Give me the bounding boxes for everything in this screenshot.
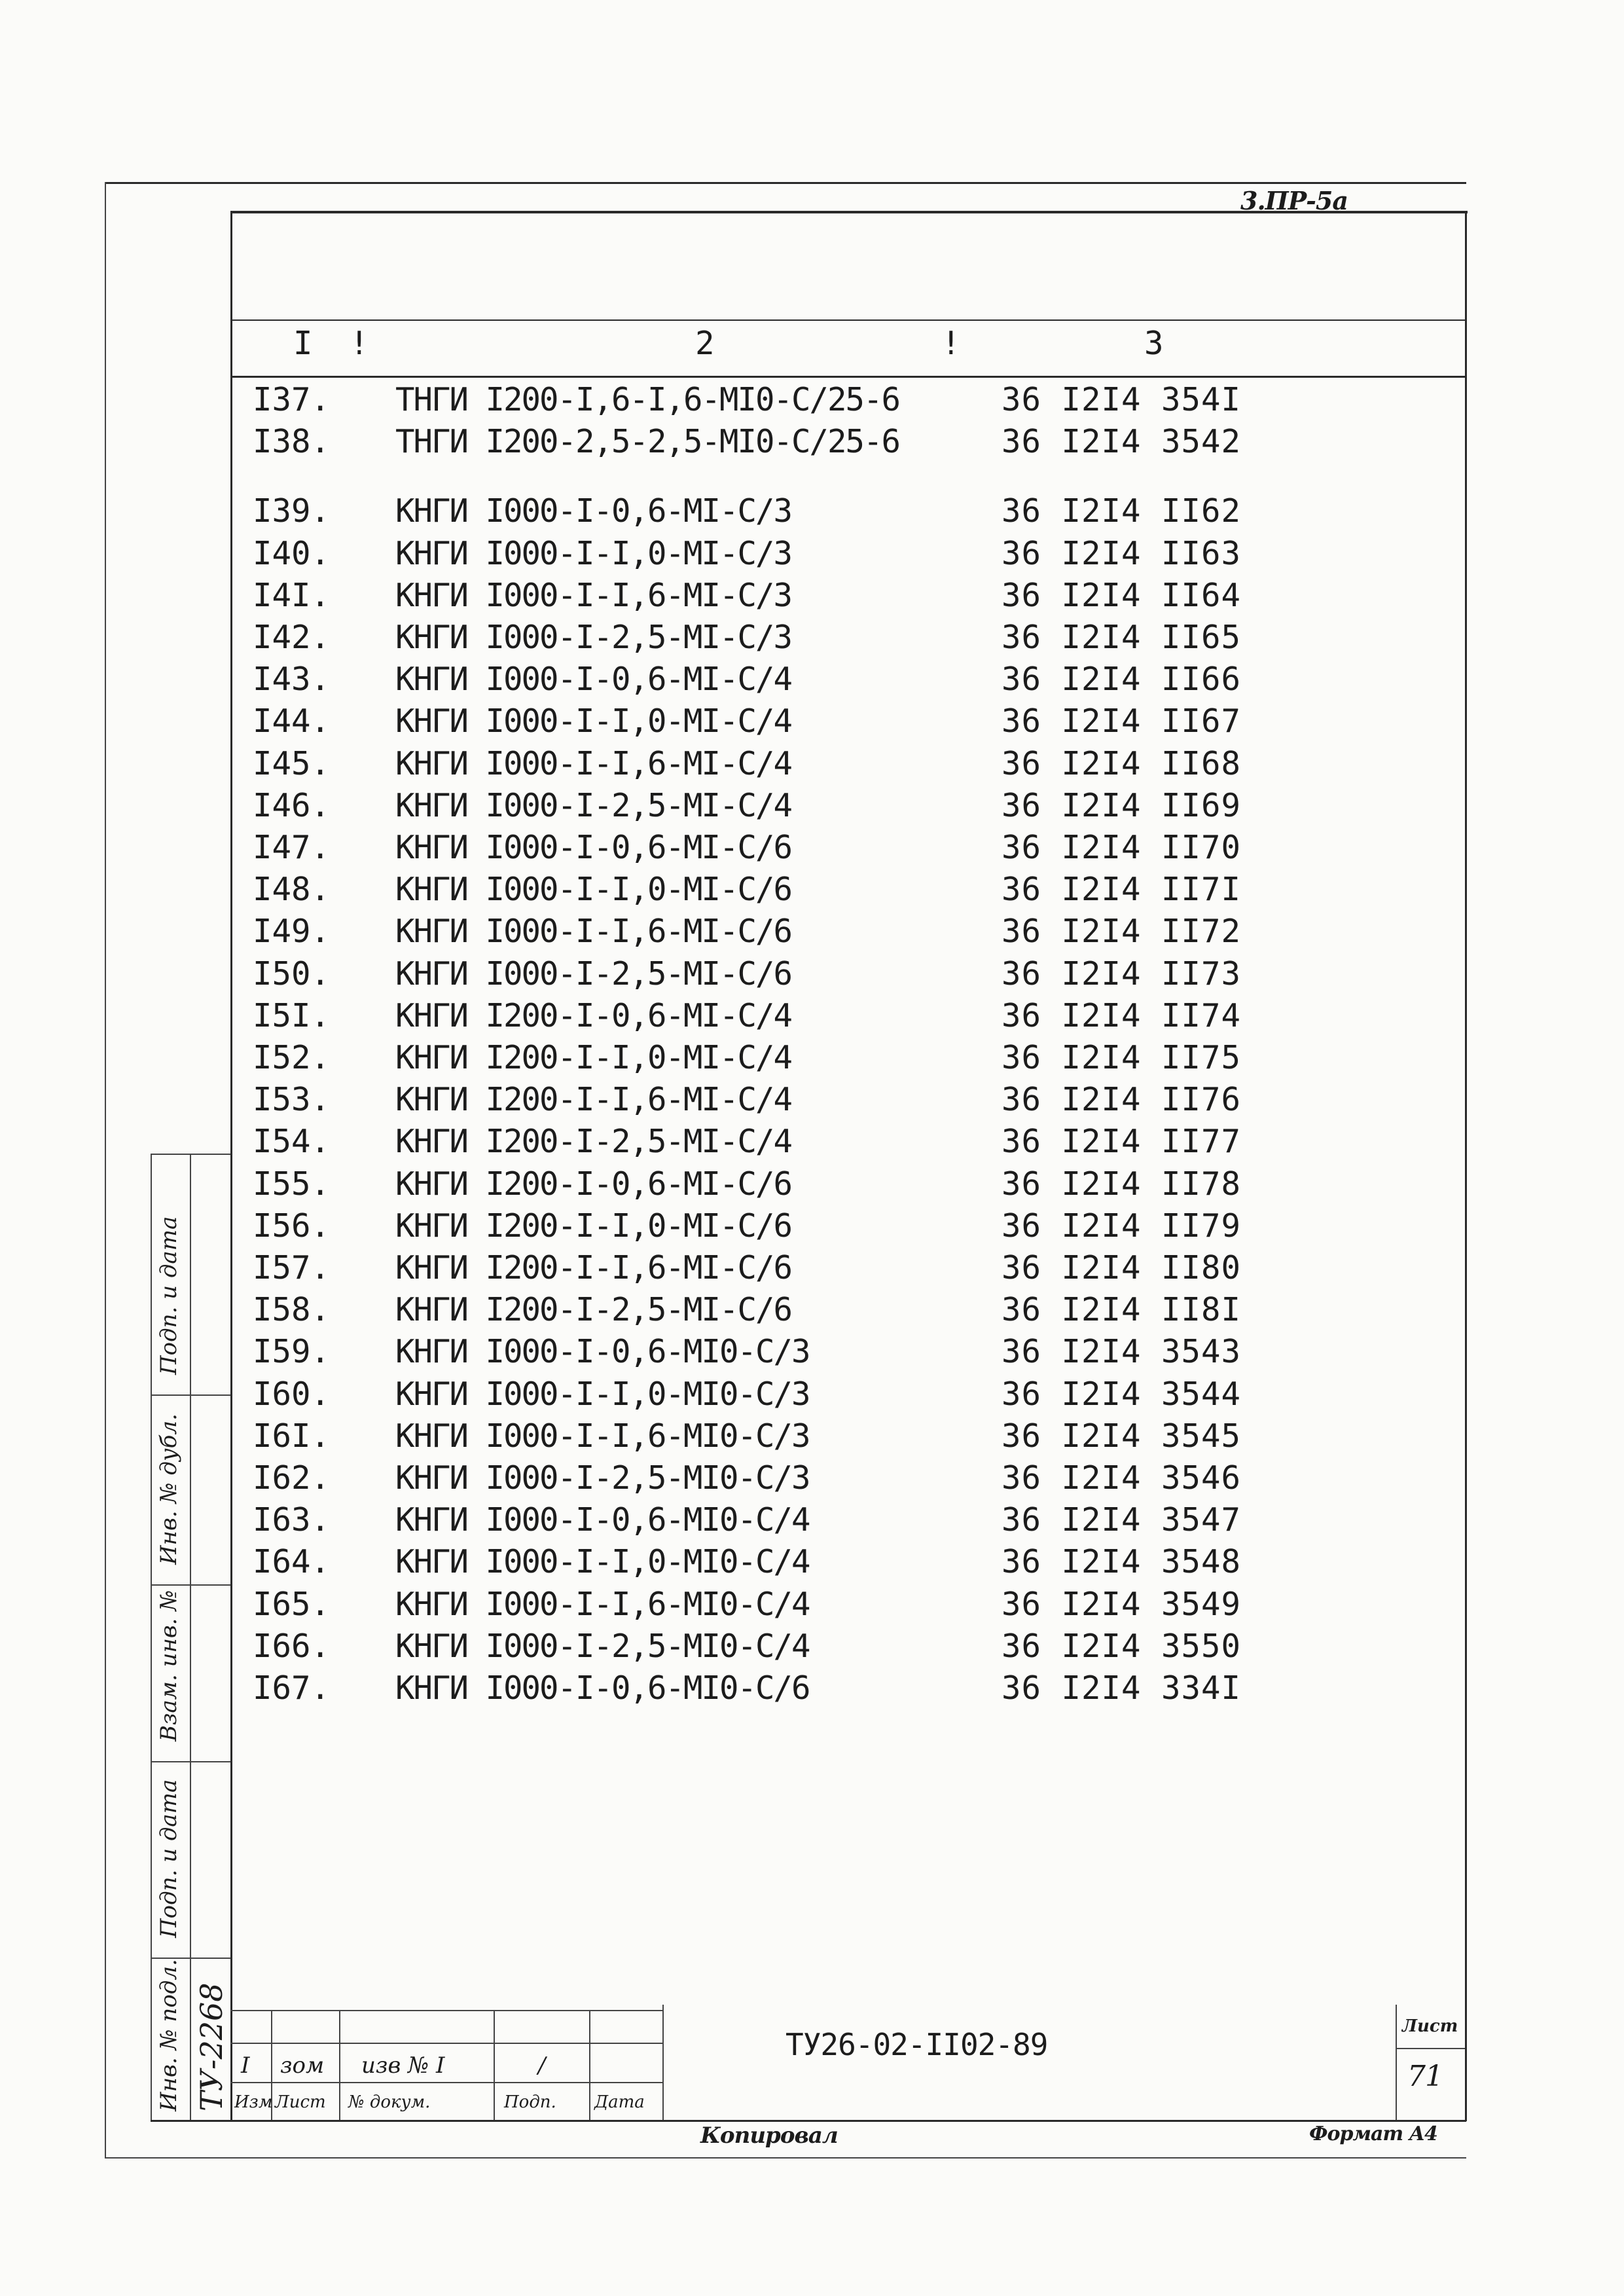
header-separator-1: ! [350,325,369,362]
copied-by-sign: Копировал [700,2123,838,2149]
row-number: I60. [253,1375,331,1413]
stamp-col-line-2 [190,1154,191,2120]
tb-podp-value: / [538,2052,546,2079]
header-col-1: I [293,325,312,362]
tb-izm-value: I [241,2052,250,2079]
row-code: 36 I2I4 3546 [1001,1459,1242,1497]
row-designation: КНГИ I200-I-2,5-MI-C/4 [395,1123,792,1161]
row-number: I63. [253,1501,331,1539]
stamp-label-inv-dubl: Инв. № дубл. [156,1413,182,1565]
tb-col-3 [494,2010,495,2120]
stamp-label-podp-data-2: Подп. и дата [156,1779,182,1938]
table-row [0,1081,1624,1123]
row-number: I37. [253,381,331,418]
row-code: 36 I2I4 3548 [1001,1543,1242,1581]
row-number: I55. [253,1165,331,1203]
stamp-inv-number: ТУ-2268 [194,1982,229,2111]
row-code: 36 I2I4 II76 [1001,1081,1242,1119]
row-designation: КНГИ I200-I-I,0-MI-C/6 [395,1207,792,1245]
stamp-line-2 [151,1394,230,1396]
sheet-box-mid [1396,2048,1465,2049]
row-code: 36 I2I4 3542 [1001,423,1242,461]
row-designation: КНГИ I000-I-0,6-MI-C/4 [395,661,792,699]
row-designation: КНГИ I000-I-2,5-MI-C/3 [395,619,792,656]
stamp-line-1 [151,1154,230,1155]
row-designation: КНГИ I000-I-0,6-MI0-C/6 [395,1669,810,1707]
row-designation: КНГИ I000-I-I,0-MI0-C/3 [395,1375,810,1413]
table-row [0,1207,1624,1249]
tb-col-4 [589,2010,590,2120]
sheet-label: Лист [1402,2016,1458,2036]
title-block-top [230,2010,662,2011]
row-designation: КНГИ I000-I-I,0-MI-C/3 [395,534,792,572]
title-block-row-line [230,2043,662,2044]
row-designation: ТНГИ I200-2,5-2,5-MI0-C/25-6 [395,423,900,461]
frame-bottom [151,2120,1466,2122]
row-number: I65. [253,1585,331,1623]
stamp-line-4 [151,1761,230,1762]
table-row [0,787,1624,829]
row-code: 36 I2I4 3543 [1001,1333,1242,1371]
tb-list-value: зом [280,2052,325,2079]
table-row [0,745,1624,787]
table-row [0,1669,1624,1711]
row-designation: КНГИ I000-I-I,6-MI0-C/4 [395,1585,810,1623]
row-designation: КНГИ I000-I-0,6-MI-C/6 [395,829,792,866]
row-code: 36 I2I4 3545 [1001,1417,1242,1455]
row-number: I58. [253,1291,331,1329]
row-code: 36 I2I4 II62 [1001,492,1242,530]
header-bottom-line [230,376,1465,378]
row-number: I59. [253,1333,331,1371]
row-number: I4I. [253,576,331,614]
row-designation: КНГИ I200-I-I,6-MI-C/6 [395,1249,792,1286]
row-designation: КНГИ I000-I-I,0-MI-C/6 [395,871,792,909]
row-number: I66. [253,1627,331,1665]
table-row [0,1543,1624,1585]
corner-mark: 3.ПР-5а [1240,186,1348,215]
table-row [0,913,1624,955]
header-col-2: 2 [695,325,714,362]
row-code: 36 I2I4 II68 [1001,744,1242,782]
row-number: I44. [253,702,331,740]
table-row [0,423,1624,465]
row-code: 36 I2I4 II64 [1001,576,1242,614]
row-code: 36 I2I4 II65 [1001,619,1242,656]
row-code: 36 I2I4 II73 [1001,955,1242,993]
frame-bottom-outer [105,2157,1466,2159]
stamp-label-inv-podl: Инв. № подл. [156,1959,182,2111]
row-number: I64. [253,1543,331,1581]
row-code: 36 I2I4 II63 [1001,534,1242,572]
row-designation: КНГИ I000-I-2,5-MI-C/6 [395,955,792,993]
row-code: 36 I2I4 II78 [1001,1165,1242,1203]
row-number: I67. [253,1669,331,1707]
table-row [0,492,1624,534]
table-row [0,702,1624,744]
stamp-label-podp-data-1: Подп. и дата [156,1216,182,1375]
row-number: I57. [253,1249,331,1286]
table-row [0,577,1624,619]
row-designation: КНГИ I000-I-I,6-MI-C/6 [395,913,792,951]
row-code: 36 I2I4 II77 [1001,1123,1242,1161]
table-row [0,1249,1624,1291]
header-separator-2: ! [941,325,960,362]
row-number: I6I. [253,1417,331,1455]
row-number: I52. [253,1039,331,1076]
table-row [0,661,1624,702]
row-code: 36 I2I4 II72 [1001,913,1242,951]
table-row [0,955,1624,997]
table-row [0,1376,1624,1417]
row-designation: КНГИ I000-I-I,6-MI-C/3 [395,576,792,614]
tb-col-2 [339,2010,340,2120]
row-designation: ТНГИ I200-I,6-I,6-MI0-C/25-6 [395,381,900,418]
stamp-line-3 [151,1584,230,1586]
row-designation: КНГИ I000-I-0,6-MI-C/3 [395,492,792,530]
sheet-number: 71 [1407,2060,1443,2093]
row-number: I62. [253,1459,331,1497]
row-number: I46. [253,786,331,824]
row-number: I40. [253,534,331,572]
row-code: 36 I2I4 II67 [1001,702,1242,740]
row-number: I50. [253,955,331,993]
table-row [0,1291,1624,1333]
row-designation: КНГИ I000-I-0,6-MI0-C/4 [395,1501,810,1539]
row-code: 36 I2I4 II66 [1001,661,1242,699]
table-row [0,1628,1624,1669]
row-code: 36 I2I4 II74 [1001,996,1242,1034]
title-block-divider [662,2005,664,2120]
row-designation: КНГИ I200-I-0,6-MI-C/6 [395,1165,792,1203]
row-code: 36 I2I4 3549 [1001,1585,1242,1623]
row-code: 36 I2I4 354I [1001,381,1242,418]
row-designation: КНГИ I000-I-0,6-MI0-C/3 [395,1333,810,1371]
row-number: I53. [253,1081,331,1119]
row-designation: КНГИ I000-I-I,0-MI-C/4 [395,702,792,740]
row-number: I47. [253,829,331,866]
table-row [0,997,1624,1039]
row-code: 36 I2I4 3544 [1001,1375,1242,1413]
row-number: I43. [253,661,331,699]
sheet-box-left [1396,2005,1397,2120]
row-number: I38. [253,423,331,461]
row-code: 36 I2I4 II70 [1001,829,1242,866]
row-number: I5I. [253,996,331,1034]
table-row [0,1039,1624,1081]
tb-label-date: Дата [594,2092,645,2112]
row-designation: КНГИ I000-I-2,5-MI0-C/3 [395,1459,810,1497]
table-row [0,1586,1624,1628]
row-designation: КНГИ I200-I-0,6-MI-C/4 [395,996,792,1034]
table-row [0,1501,1624,1543]
row-designation: КНГИ I200-I-2,5-MI-C/6 [395,1291,792,1329]
row-designation: КНГИ I000-I-2,5-MI0-C/4 [395,1627,810,1665]
table-row [0,871,1624,913]
tb-label-doc: № докум. [348,2092,431,2112]
table-row [0,829,1624,871]
frame-top [230,211,1468,213]
table-row [0,1123,1624,1165]
tb-label-izm: Изм [234,2092,273,2112]
row-designation: КНГИ I200-I-I,0-MI-C/4 [395,1039,792,1076]
title-block-mid [230,2082,662,2083]
row-code: 36 I2I4 334I [1001,1669,1242,1707]
document-code: ТУ26-02-II02-89 [785,2027,1048,2062]
row-code: 36 I2I4 II75 [1001,1039,1242,1076]
stamp-col-line-1 [151,1154,152,2120]
row-number: I45. [253,744,331,782]
row-code: 36 I2I4 II79 [1001,1207,1242,1245]
row-number: I42. [253,619,331,656]
table-row [0,1459,1624,1501]
row-designation: КНГИ I000-I-2,5-MI-C/4 [395,786,792,824]
table-row [0,535,1624,577]
table-row [0,1333,1624,1375]
row-code: 36 I2I4 II80 [1001,1249,1242,1286]
table-row [0,1165,1624,1207]
row-number: I48. [253,871,331,909]
row-number: I49. [253,913,331,951]
row-code: 36 I2I4 II69 [1001,786,1242,824]
format-sign: Формат А4 [1309,2123,1437,2145]
tb-label-list: Лист [275,2092,326,2112]
row-code: 36 I2I4 II7I [1001,871,1242,909]
header-col-3: 3 [1144,325,1163,362]
header-top-line [230,319,1465,321]
row-code: 36 I2I4 II8I [1001,1291,1242,1329]
row-designation: КНГИ I200-I-I,6-MI-C/4 [395,1081,792,1119]
frame-top-outer [105,182,1466,184]
row-designation: КНГИ I000-I-I,6-MI-C/4 [395,744,792,782]
table-row [0,1417,1624,1459]
row-code: 36 I2I4 3547 [1001,1501,1242,1539]
row-designation: КНГИ I000-I-I,6-MI0-C/3 [395,1417,810,1455]
row-number: I54. [253,1123,331,1161]
stamp-label-vzam-inv: Взам. инв. № [156,1590,182,1741]
tb-label-podp: Подп. [504,2092,556,2112]
row-number: I39. [253,492,331,530]
table-row [0,381,1624,423]
tb-doc-value: изв № I [361,2052,445,2079]
table-row [0,619,1624,661]
row-designation: КНГИ I000-I-I,0-MI0-C/4 [395,1543,810,1581]
row-number: I56. [253,1207,331,1245]
row-code: 36 I2I4 3550 [1001,1627,1242,1665]
